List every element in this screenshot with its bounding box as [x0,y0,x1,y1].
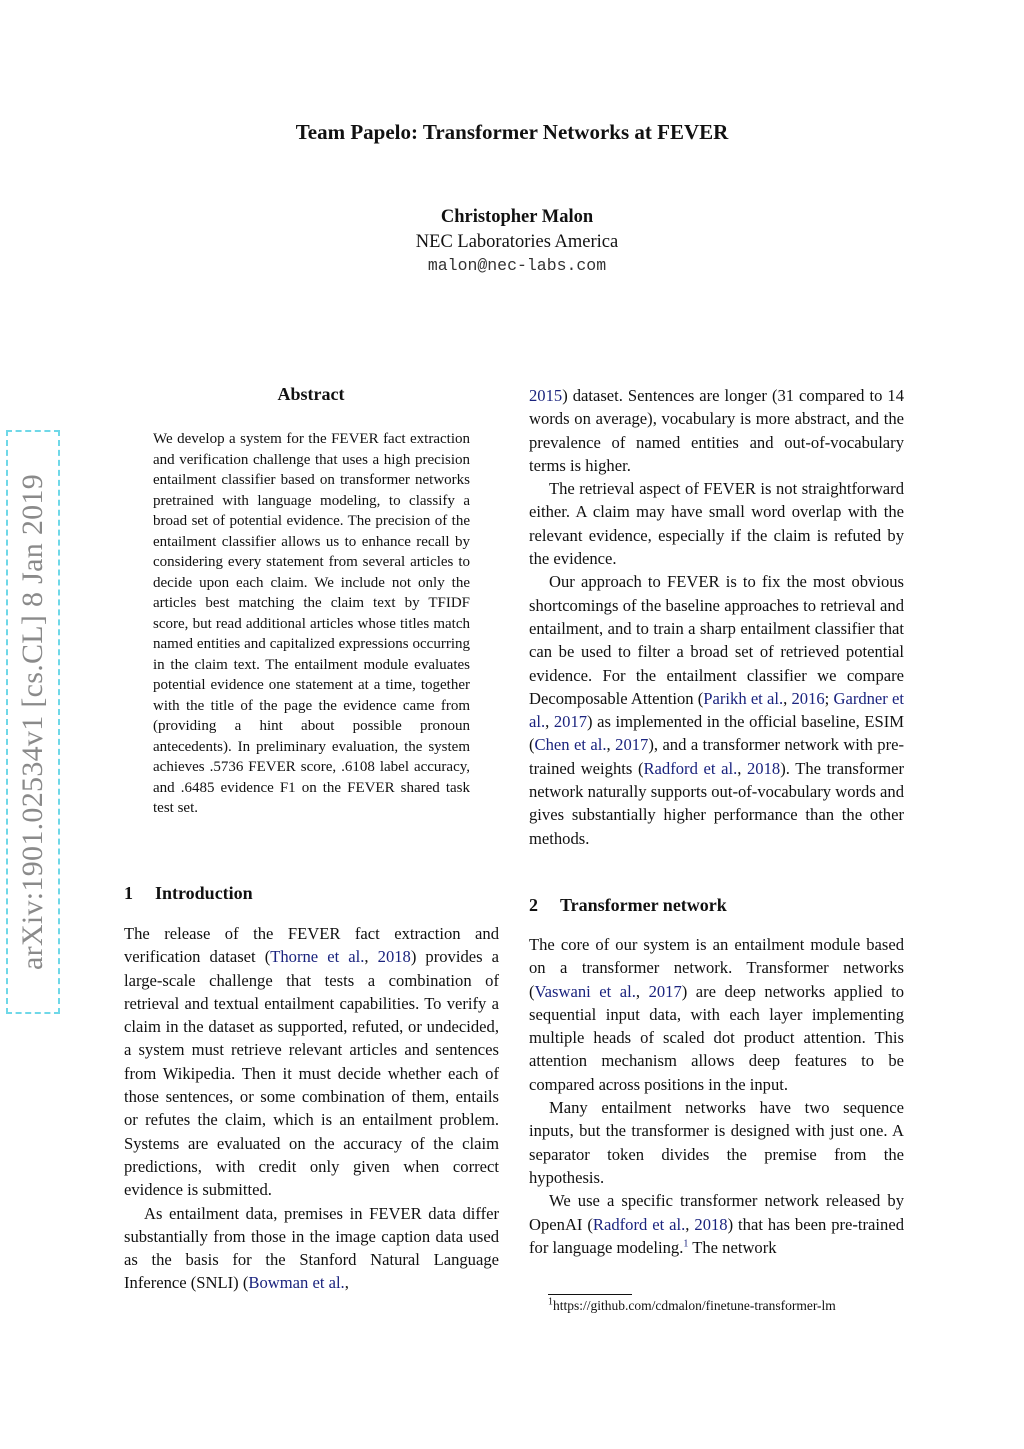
footnote-url[interactable]: https://github.com/cdmalon/finetune-transformer-lm [553,1298,836,1313]
abstract-text: We develop a system for the FEVER fact extraction and verification challenge that uses a high precision entailment classifier based on transformer networks pretrained with language modeling, to classify a broad set of potential evidence. The precision of the entailment classifier allows us to enhance recall by considering every statement from several articles to decide upon each claim. We include not only the articles best matching the claim text by TFIDF score, but read additional articles whose titles match named entities and capitalized expressions occurring in the claim text. The entailment module evaluates potential evidence one statement at a time, together with the title of the page the evidence came from (providing a hint about possible pronoun antecedents). In preliminary evaluation, the system achieves .5736 FEVER score, .6108 label accuracy, and .6485 evidence F1 on the FEVER shared task test set. [153,431,470,816]
transformer-paragraph-2: Many entailment networks have two sequence inputs, but the transformer is designed with just one. A separator token divides the premise from the hypothesis. [529,1098,904,1187]
abstract-heading: Abstract [277,384,345,404]
citation-link[interactable]: Radford et al. [592,1214,686,1234]
section-2-body [529,933,904,1259]
section-number: 2 [529,895,538,915]
section-2-heading [529,895,727,916]
right-paragraph-2: The retrieval aspect of FEVER is not straightforward either. A claim may have small word overlap with the relevant evidence, especially if the claim is refuted by the evidence. [529,479,904,569]
right-paragraph-1: 2015) dataset. Sentences are longer (31 compared to 14 words on average), vocabulary is more abstract, and the prevalence of named entities and out-of-vocabulary terms is higher. [529,386,904,475]
citation-year-link[interactable]: 2017 [648,981,682,1001]
citation-year-link[interactable]: 2018 [377,947,411,967]
citation-link[interactable]: Vaswani et al. [534,981,636,1001]
author-affiliation: NEC Laboratories America [415,231,619,252]
author-name: Christopher Malon [440,207,594,227]
citation-year-link[interactable]: 2017 [553,712,588,732]
citation-year-link[interactable]: 2018 [747,758,781,778]
footnote [548,1298,836,1314]
transformer-paragraph-3: We use a specific transformer network released by OpenAI (Radford et al., 2018) that has been pre-trained for language modeling.$^1$ The network [529,1191,904,1257]
section-1-heading [124,883,253,904]
paper-title: Team Papelo: Transformer Networks at FEVER [295,120,729,144]
footnote-number: 1 [548,1296,553,1308]
right-paragraph-3: Our approach to FEVER is to fix the most obvious shortcomings of the baseline approaches to retrieval and entailment, and to train a sharp entailment classifier that can be used to filter a broad set of retrieved potential evidence. For the entailment classifier we compare Decomposable Attention (Parikh et al., 2016; Gardner et al., 2017) as implemented in the official baseline, ESIM (Chen et al., 2017), and a transformer network with pre-trained weights (Radford et al., 2018). The transformer network naturally supports out-of-vocabulary words and gives substantially higher performance than the other methods. [529,572,905,848]
section-title: Transformer network [560,895,727,915]
citation-link[interactable]: Bowman et al. [248,1273,345,1293]
citation-link[interactable]: Thorne et al. [270,947,365,967]
citation-year-link[interactable]: 2017 [615,735,649,755]
citation-link[interactable]: Radford et al. [643,758,738,778]
footnote-rule [548,1294,632,1295]
author-email: malon@nec-labs.com [427,256,607,275]
intro-paragraph-2: As entailment data, premises in FEVER data differ substantially from those in the image caption data used as the basis for the Stanford Natural Language Inference (SNLI) (Bowman et al., [124,1203,499,1293]
citation-link[interactable]: Gardner et al. [529,688,904,732]
arxiv-identifier: arXiv:1901.02534v1 [cs.CL] 8 Jan 2019 [16,473,50,971]
arxiv-sidebar [6,430,60,1014]
citation-year-link[interactable]: 2018 [694,1214,728,1234]
left-column-body [124,922,499,1295]
section-title: Introduction [155,883,253,903]
right-column-body [529,384,904,850]
footnote-marker[interactable]: 1 [683,1238,689,1250]
citation-year-link[interactable]: 2015 [529,386,563,405]
citation-year-link[interactable]: 2016 [791,688,825,708]
citation-link[interactable]: Chen et al. [534,735,607,755]
intro-paragraph-1: The release of the FEVER fact extraction and verification dataset (Thorne et al., 2018) provides a large-scale challenge that tests a combination of retrieval and textual entailment capabilities. To verify a claim in the dataset as supported, refuted, or undecided, a system must retrieve relevant articles and sentences from Wikipedia. Then it must decide whether each of those sentences, or some combination of them, entails or refutes the claim, which is an entailment problem. Systems are evaluated on the accuracy of the claim predictions, with credit only given when correct evidence is submitted. [124,924,500,1200]
author-block [0,205,1024,279]
transformer-paragraph-1: The core of our system is an entailment module based on a transformer network. Transformer networks (Vaswani et al., 2017) are deep networks applied to sequential input data, with each layer implementing multiple heads of scaled dot product attention. This attention mechanism allows deep features to be compared across positions in the input. [529,935,905,1094]
citation-link[interactable]: Parikh et al. [703,688,784,708]
section-number: 1 [124,883,133,903]
